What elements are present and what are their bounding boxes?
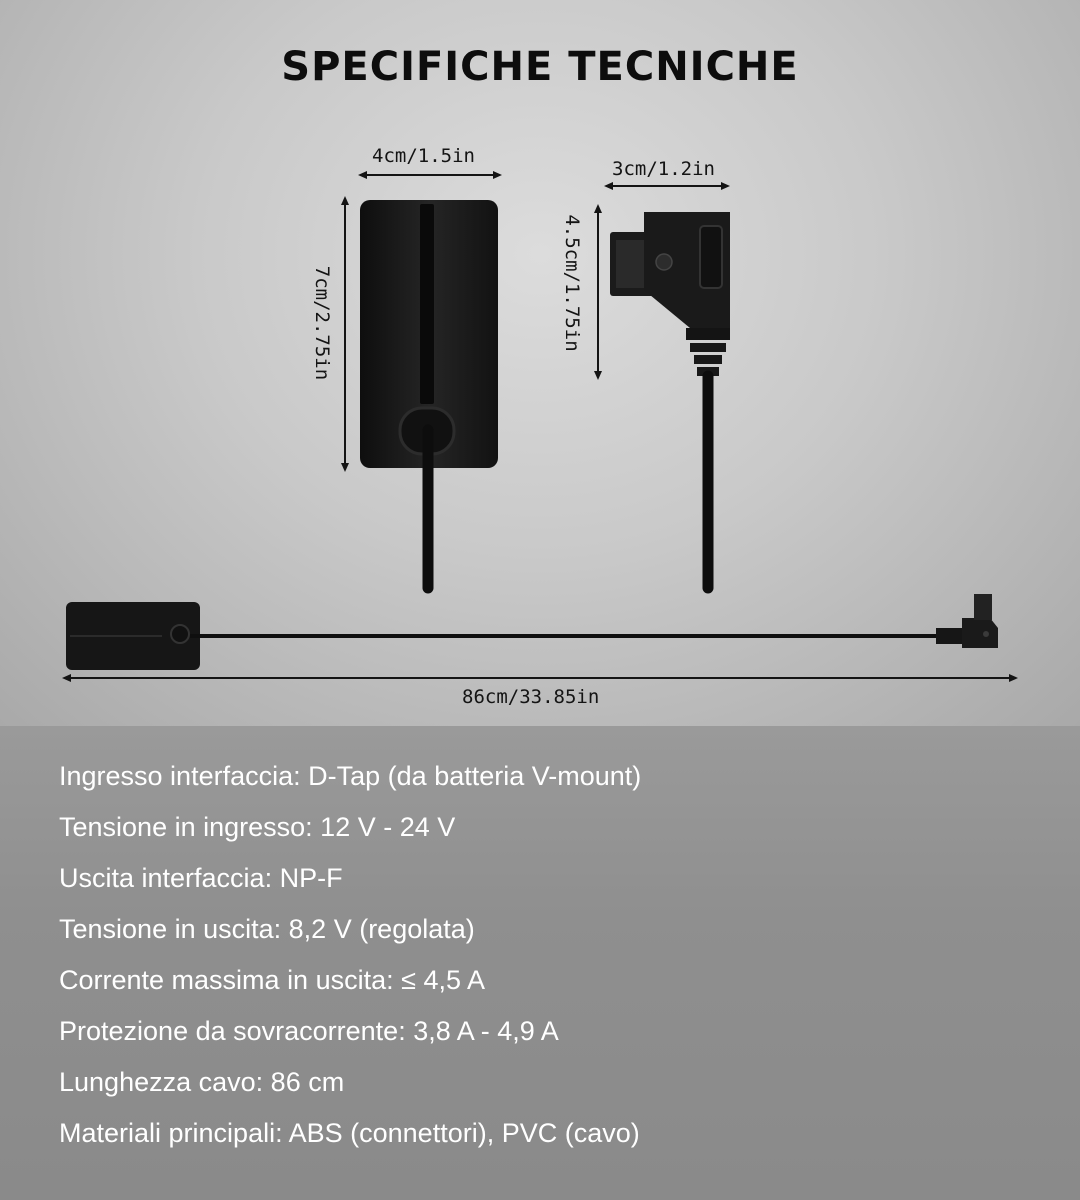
- spec-list: [59, 760, 1039, 1168]
- spec-item-corrente-massima: Corrente massima in uscita: ≤ 4,5 A: [59, 965, 486, 995]
- spec-item-ingresso-interfaccia: Ingresso interfaccia: D-Tap (da batteria V-mount): [59, 761, 642, 791]
- spec-item-uscita-interfaccia: Uscita interfaccia: NP-F: [59, 863, 343, 893]
- spec-item-tensione-ingresso: Tensione in ingresso: 12 V - 24 V: [59, 812, 456, 842]
- d-tap-connector-icon: [610, 212, 730, 588]
- dimension-arrow-icon: [66, 175, 1014, 678]
- np-f-dummy-battery-icon: [360, 200, 498, 588]
- cable-icon: [66, 594, 998, 670]
- battery-height-label: 7cm/2.75in: [311, 265, 333, 381]
- spec-item-protezione: Protezione da sovracorrente: 3,8 A - 4,9 A: [59, 1016, 559, 1046]
- battery-width-label: 4cm/1.5in: [372, 145, 475, 167]
- spec-item-tensione-uscita: Tensione in uscita: 8,2 V (regolata): [59, 914, 475, 944]
- dtap-width-label: 3cm/1.2in: [612, 158, 715, 180]
- dtap-height-label: 4.5cm/1.75in: [561, 214, 583, 352]
- spec-item-lunghezza-cavo: Lunghezza cavo: 86 cm: [59, 1067, 345, 1097]
- page-title: SPECIFICHE TECNICHE: [281, 44, 799, 90]
- spec-item-materiali: Materiali principali: ABS (connettori), PVC (cavo): [59, 1118, 640, 1148]
- cable-length-label: 86cm/33.85in: [462, 686, 600, 708]
